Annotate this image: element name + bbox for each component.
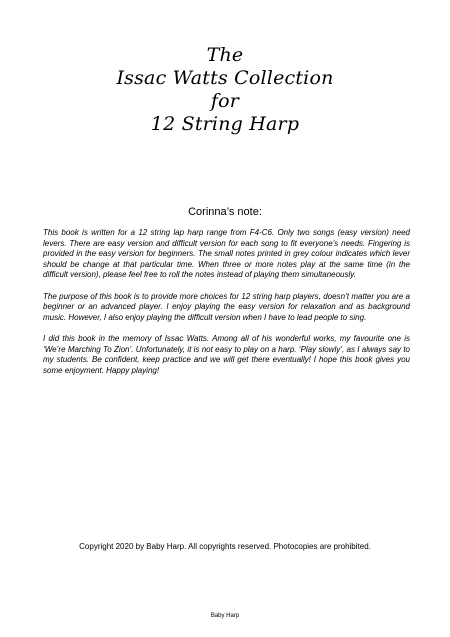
note-paragraph-3: I did this book in the memory of Issac Watts. Among all of his wonderful works, my favourite one is ‘We’re Marching To Zion’. Unfortunately, it is not easy to play on a harp. ‘Play slowly’, as I always say to my students. Be confident, keep practice and we will get there eventually! I hope this book gives you some enjoyment. Happy playing! <box>43 333 410 375</box>
title-line-1: The <box>206 44 244 66</box>
note-body <box>43 228 410 387</box>
title-line-3: for <box>210 90 240 112</box>
title-line-4: 12 String Harp <box>150 113 300 135</box>
note-heading: Corinna’s note: <box>188 206 262 218</box>
title-line-2: Issac Watts Collection <box>116 67 334 89</box>
copyright-notice: Copyright 2020 by Baby Harp. All copyrights reserved. Photocopies are prohibited. <box>79 542 371 551</box>
note-paragraph-1: This book is written for a 12 string lap harp range from F4-C6. Only two songs (easy version) need levers. There are easy version and difficult version for each song to fit everyone’s needs. Fingering is provided in the easy version for beginners. The small notes printed in grey colour indicates which lever should be change at that particular time. When three or more notes play at the same time (in the difficult version), please feel free to roll the notes instead of playing them simultaneously. <box>43 228 410 280</box>
note-paragraph-2: The purpose of this book is to provide more choices for 12 string harp players, doesn’t matter you are a beginner or an advanced player. I enjoy playing the easy version for relaxation and as background music. However, I also enjoy playing the difficult version when I have to lead people to sing. <box>43 291 410 322</box>
page-footer: Baby Harp <box>210 613 240 619</box>
document-title <box>0 44 450 136</box>
